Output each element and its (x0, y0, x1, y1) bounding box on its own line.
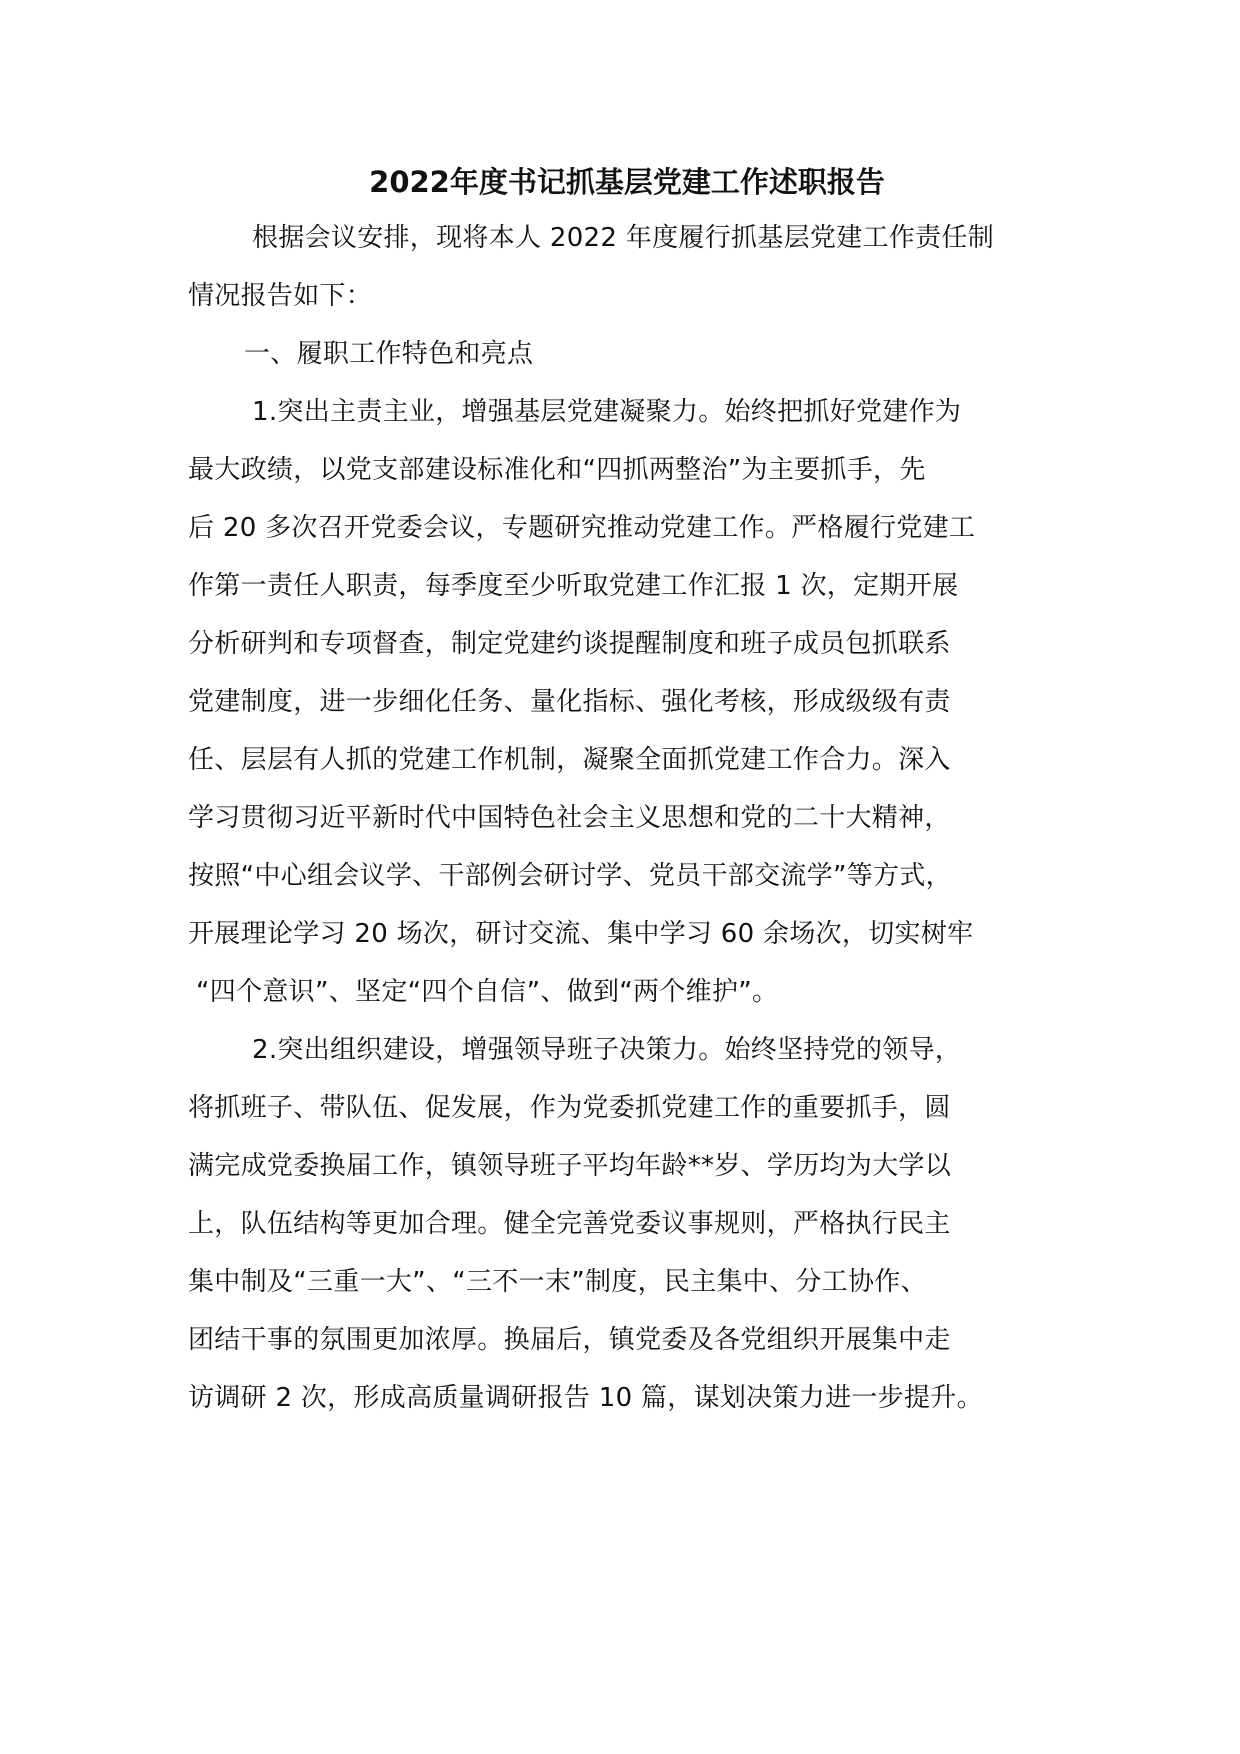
paragraph-2-line-6: 团结干事的氛围更加浓厚。换届后，镇党委及各党组织开展集中走 (188, 1325, 951, 1355)
paragraph-1-line-3: 后 20 多次召开党委会议，专题研究推动党建工作。严格履行党建工 (188, 513, 976, 543)
paragraph-1-line-1: 1.突出主责主业，增强基层党建凝聚力。始终把抓好党建作为 (252, 397, 962, 427)
paragraph-2-line-2: 将抓班子、带队伍、促发展，作为党委抓党建工作的重要抓手，圆 (188, 1093, 951, 1123)
paragraph-1-line-8: 学习贯彻习近平新时代中国特色社会主义思想和党的二十大精神， (188, 803, 951, 833)
paragraph-1-line-9: 按照“中心组会议学、干部例会研讨学、党员干部交流学”等方式， (188, 861, 952, 891)
paragraph-1-line-2: 最大政绩，以党支部建设标准化和“四抓两整治”为主要抓手，先 (188, 455, 926, 485)
paragraph-intro-line-2: 情况报告如下： (188, 281, 373, 311)
paragraph-1-line-5: 分析研判和专项督查，制定党建约谈提醒制度和班子成员包抓联系 (188, 629, 951, 659)
paragraph-2-line-4: 上，队伍结构等更加合理。健全完善党委议事规则，严格执行民主 (188, 1209, 951, 1239)
document-title: 2022年度书记抓基层党建工作述职报告 (369, 165, 885, 199)
section-heading-1: 一、履职工作特色和亮点 (244, 339, 534, 369)
paragraph-1-line-4: 作第一责任人职责，每季度至少听取党建工作汇报 1 次，定期开展 (188, 571, 959, 601)
paragraph-2-line-5: 集中制及“三重一大”、“三不一末”制度，民主集中、分工协作、 (188, 1267, 927, 1297)
paragraph-1-line-10: 开展理论学习 20 场次，研讨交流、集中学习 60 余场次，切实树牢 (188, 919, 974, 949)
paragraph-1-line-6: 党建制度，进一步细化任务、量化指标、强化考核，形成级级有责 (188, 687, 951, 717)
paragraph-1-line-7: 任、层层有人抓的党建工作机制，凝聚全面抓党建工作合力。深入 (188, 745, 951, 775)
document-body (188, 216, 1088, 1434)
paragraph-intro-line-1: 根据会议安排，现将本人 2022 年度履行抓基层党建工作责任制 (252, 223, 994, 253)
paragraph-1-line-11: “四个意识”、坚定“四个自信”、做到“两个维护”。 (196, 977, 779, 1007)
paragraph-2-line-1: 2.突出组织建设，增强领导班子决策力。始终坚持党的领导， (252, 1035, 962, 1065)
paragraph-2-line-7: 访调研 2 次，形成高质量调研报告 10 篇，谋划决策力进一步提升。 (188, 1383, 983, 1413)
paragraph-2-line-3: 满完成党委换届工作，镇领导班子平均年龄**岁、学历均为大学以 (188, 1151, 952, 1181)
